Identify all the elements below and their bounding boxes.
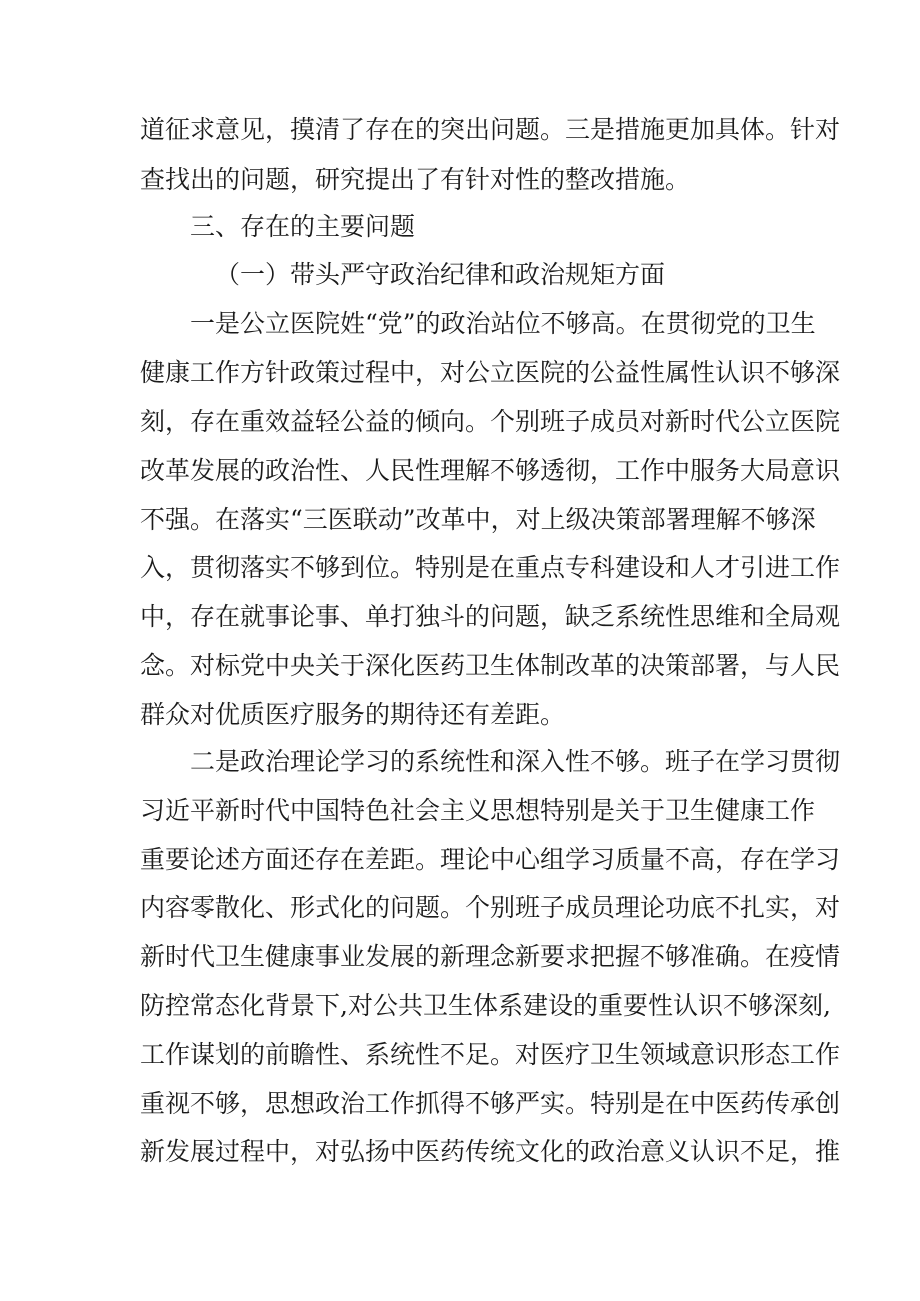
body-line: 内容零散化、形式化的问题。个别班子成员理论功底不扎实，对: [140, 893, 841, 922]
body-line: 念。对标党中央关于深化医药卫生体制改革的决策部署，与人民: [140, 651, 841, 680]
body-line: 不强。在落实“三医联动”改革中，对上级决策部署理解不够深: [140, 505, 816, 534]
body-line: 新时代卫生健康事业发展的新理念新要求把握不够准确。在疫情: [140, 942, 841, 971]
body-line: 中，存在就事论事、单打独斗的问题，缺乏系统性思维和全局观: [140, 602, 841, 631]
body-line: 改革发展的政治性、人民性理解不够透彻，工作中服务大局意识: [140, 456, 841, 485]
body-line: 二是政治理论学习的系统性和深入性不够。班子在学习贯彻: [190, 747, 841, 776]
body-line: 工作谋划的前瞻性、系统性不足。对医疗卫生领域意识形态工作: [140, 1040, 841, 1069]
body-line: 新发展过程中，对弘扬中医药传统文化的政治意义认识不足，推: [140, 1137, 841, 1166]
body-line: 道征求意见，摸清了存在的突出问题。三是措施更加具体。针对: [140, 115, 841, 144]
body-line: 群众对优质医疗服务的期待还有差距。: [140, 700, 566, 729]
body-line: 一是公立医院姓“党”的政治站位不够高。在贯彻党的卫生: [190, 309, 816, 338]
subsection-heading: （一）带头严守政治纪律和政治规矩方面: [215, 260, 666, 289]
body-line: 重要论述方面还存在差距。理论中心组学习质量不高，存在学习: [140, 845, 841, 874]
body-line: 查找出的问题，研究提出了有针对性的整改措施。: [140, 165, 691, 194]
body-line: 重视不够，思想政治工作抓得不够严实。特别是在中医药传承创: [140, 1089, 841, 1118]
body-line: 入，贯彻落实不够到位。特别是在重点专科建设和人才引进工作: [140, 553, 841, 582]
body-line: 习近平新时代中国特色社会主义思想特别是关于卫生健康工作: [140, 796, 816, 825]
body-line: 健康工作方针政策过程中，对公立医院的公益性属性认识不够深: [140, 358, 841, 387]
body-line: 防控常态化背景下,对公共卫生体系建设的重要性认识不够深刻,: [140, 991, 831, 1020]
section-heading: 三、存在的主要问题: [190, 212, 416, 241]
body-line: 刻，存在重效益轻公益的倾向。个别班子成员对新时代公立医院: [140, 407, 841, 436]
